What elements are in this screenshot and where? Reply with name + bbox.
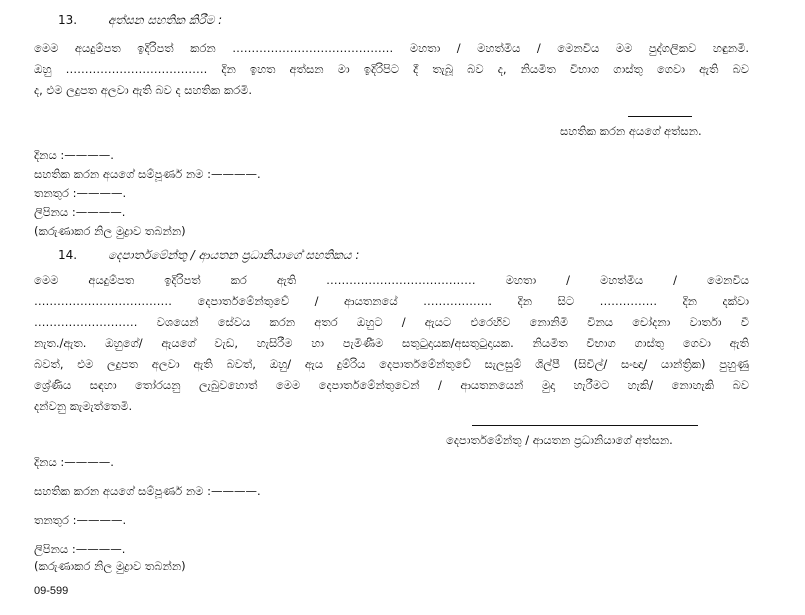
section-14-line-6: ශ්‍රේණිය සඳහා තෝරයනු ලැබුවහොත් මෙම දෙපාර්තමේන්තුවෙන් / ආයතනයෙන් මුදා හැරීමට හැකි/ නොහැකි බව [34,378,749,392]
section-14-seal-note: (කරුණාකර නිල මුද්‍රාව තබන්න) [34,559,186,573]
section-14-line-1: මෙම අයදුම්පත ඉදිරිපත් කර ඇති ………………………………… මහතා / මහත්මිය / මෙනවිය [34,273,749,287]
section-13-line-2: ඔහු ………………………………. දින ඉහත අත්සන මා ඉදිරිපිට දී තැබූ බව ද, නියමිත විභාග ගාස්තු ගෙවා ඇති බව [34,62,749,76]
section-14-line-2: ……………………………… දෙපාර්තමේන්තුවේ / ආයතනයේ ……………… දින සිට …………… දින දක්වා [34,294,749,308]
section-13-paragraph [34,38,749,101]
section-13-line-1: මෙම අයදුම්පත ඉදිරිපත් කරන …………………………………… මහතා / මහත්මිය / මෙනවිය මම පුද්ගලිකව හඳුනමි. [34,41,749,55]
section-14-designation-field: තනතුර :————. [34,513,127,527]
section-14-name-field: සහතික කරන අයගේ සම්පූර්ණ නම :————. [34,484,261,498]
section-13-number: 13. [58,13,78,27]
form-code: 09-599 [34,585,69,597]
section-14-address-field: ලිපිනය :————. [34,542,126,556]
section-14-line-3: ……………………… වශයෙන් සේවය කරන අතර ඔහුට / ඇයට එරෙහිව නොනිමි විනය චෝදනා වාර්තා වී [34,315,749,329]
section-14-number: 14. [58,248,78,262]
section-13-date-field: දිනය :————. [34,148,114,162]
section-13-signature-line [628,116,692,117]
section-14-signature-caption: දෙපාර්තමේන්තු / ආයතන ප්‍රධානියාගේ අත්සන. [446,433,673,447]
section-13-designation-field: තනතුර :————. [34,186,127,200]
section-13-title: අත්සන සහතික කිරීම : [108,13,223,27]
section-14-paragraph [34,270,749,417]
section-14-title: දෙපාර්තමේන්තු / ආයතන ප්‍රධානියාගේ සහතිකය : [108,248,360,262]
section-14-signature-line [472,425,698,426]
section-14-line-5: බවත්, එම ලදුපත අලවා ඇති බවත්, ඔහු/ ඇය දුම්රිය දෙපාර්තමේන්තුවේ සැලසුම් ශිල්පී (සිවිල්/ සංඥා/ යාන්ත්‍රික) පුහුණු [34,357,749,371]
section-13-address-field: ලිපිනය :————. [34,205,126,219]
section-14-line-4: නැත./ඇත. ඔහුගේ/ ඇයගේ වැඩ, හැසිරීම හා පැමිණීම සතුටුදායක/අසතුටුදායක. නියමිත විභාග ගාස්තු ගෙවා ඇති [34,336,749,350]
section-13-name-field: සහතික කරන අයගේ සම්පූර්ණ නම :————. [34,167,261,181]
section-13-line-3: ද, එම ලදුපත අලවා ඇති බව ද සහතික කරමි. [34,83,253,97]
section-14-line-7: දන්වනු කැමැත්තෙමි. [34,399,133,413]
section-14-heading [58,248,359,263]
section-13-signature-caption: සහතික කරන අයගේ අත්සන. [560,124,702,138]
section-13-seal-note: (කරුණාකර නිල මුද්‍රාව තබන්න) [34,224,186,238]
section-13-heading [58,13,222,28]
section-14-date-field: දිනය :————. [34,455,114,469]
